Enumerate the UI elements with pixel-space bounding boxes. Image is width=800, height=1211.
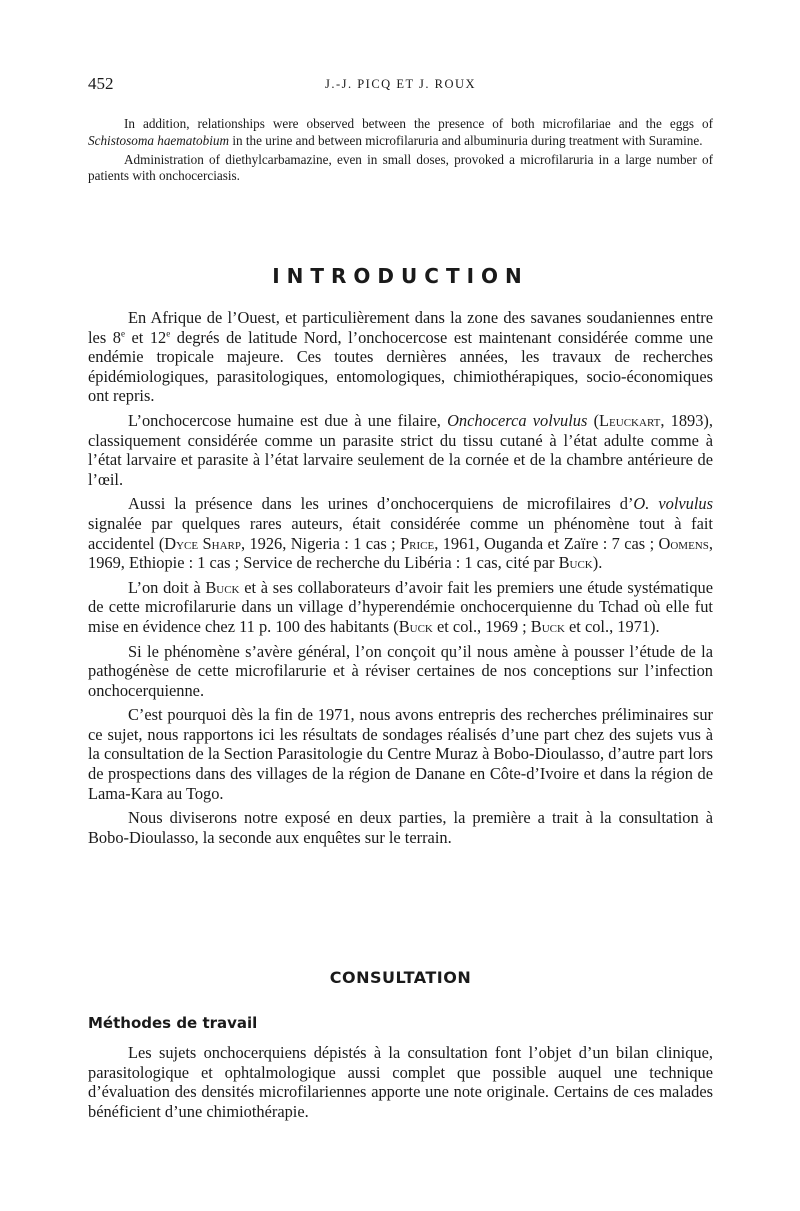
- text-run: Aussi la présence dans les urines d’onchocerquiens de microfilaires d’: [128, 494, 634, 514]
- author-citation: Leuckart: [599, 410, 661, 430]
- text-run: , 1926, Nigeria : 1 cas ;: [240, 533, 401, 553]
- english-summary: [88, 116, 713, 185]
- subsection-title-methods: Méthodes de travail: [88, 1014, 258, 1032]
- text-run: in the urine and between microfilaruria and albuminuria during treatment with Suramine.: [229, 132, 703, 148]
- author-citation: Price: [400, 533, 435, 553]
- author-citation: Dyce Sharp: [164, 533, 241, 553]
- summary-paragraph: Administration of diethylcarbamazine, even in small doses, provoked a microfilaruria in a large number of patients with onchocerciasis.: [88, 151, 713, 184]
- body-paragraph: [88, 494, 713, 572]
- superscript: e: [166, 328, 171, 339]
- text-run: signalée par quelques rares auteurs, était considérée comme un phénomène tout à fait accidentel (: [88, 513, 713, 553]
- species-name: Schistosoma haematobium: [88, 132, 230, 148]
- body-paragraph: Si le phénomène s’avère général, l’on conçoit qu’il nous amène à pousser l’étude de la pathogénèse de cette microfilarurie et à réviser certaines de nos conceptions sur l’infection onchocerquienne.: [88, 641, 713, 700]
- species-name: O. volvulus: [633, 494, 714, 514]
- text-run: L’onchocercose humaine est due à une filaire,: [128, 410, 448, 430]
- text-run: , 1961, Ouganda et Zaïre : 7 cas ;: [434, 533, 659, 553]
- body-paragraph: C’est pourquoi dès la fin de 1971, nous avons entrepris des recherches préliminaires sur ce sujet, nous rapportons ici les résultats de sondages réalisés d’une part chez des sujets vus à la consultation de la Section Parasitologie du Centre Muraz à Bobo-Dioulasso, d’autre part lors de prospections dans des villages de la région de Danane en Côte-d’Ivoire et dans la région de Lama-Kara au Togo.: [88, 705, 713, 803]
- section-title-introduction: INTRODUCTION: [272, 264, 529, 288]
- author-citation: Buck: [558, 553, 593, 573]
- superscript: e: [120, 328, 125, 339]
- text-run: En Afrique de l’Ouest, et particulièrement dans la zone des savanes soudaniennes entre les 8: [88, 308, 713, 347]
- text-run: (: [587, 410, 600, 430]
- text-run: et col., 1969 ;: [432, 616, 531, 636]
- author-citation: Buck: [530, 616, 565, 636]
- body-paragraph: Nous diviserons notre exposé en deux parties, la première a trait à la consultation à Bobo-Dioulasso, la seconde aux enquêtes sur le terrain.: [88, 808, 713, 847]
- author-citation: Buck: [205, 577, 240, 597]
- text-run: L’on doit à: [128, 577, 206, 597]
- body-paragraph: Les sujets onchocerquiens dépistés à la consultation font l’objet d’un bilan clinique, parasitologique et ophtalmologique aussi complet que possible auquel une technique d’évaluation des densités microfilariennes apporte une note originale. Certains de ces malades bénéficient d’une chimiothérapie.: [88, 1043, 713, 1121]
- body-paragraph: [88, 578, 713, 637]
- section-title-consultation: CONSULTATION: [329, 968, 472, 987]
- text-run: In addition, relationships were observed between the presence of both microfilariae and the eggs of: [124, 116, 713, 131]
- methods-body: [88, 1043, 713, 1121]
- page-header: [88, 74, 713, 96]
- text-run: ).: [592, 553, 603, 573]
- introduction-body: [88, 308, 713, 847]
- species-name: Onchocerca volvulus: [447, 410, 588, 430]
- text-run: , 1969, Ethiopie : 1 cas ; Service de recherche du Libéria : 1 cas, cité par: [88, 533, 713, 573]
- author-citation: Oomens: [658, 533, 709, 553]
- text-run: et à ses collaborateurs d’avoir fait les premiers une étude systématique de cette microfilarurie dans un village d’hyperendémie onchocerquienne du Tchad où elle fut mise en évidence chez 11 p. 100 des habitants (: [88, 577, 713, 636]
- page-number: 452: [88, 74, 114, 93]
- text-run: degrés de latitude Nord, l’onchocercose est maintenant considérée comme une endémie tropicale majeure. Ces toutes dernières années, les travaux de recherches épidémiologiques, parasitologiques, entomologiques, chimiothérapiques, socio-économiques ont repris.: [88, 327, 713, 406]
- body-paragraph: [88, 411, 713, 489]
- running-head: J.-J. PICQ ET J. ROUX: [324, 77, 477, 91]
- author-citation: Buck: [398, 616, 433, 636]
- summary-paragraph: [88, 116, 713, 150]
- body-paragraph: [88, 308, 713, 406]
- text-run: et 12: [124, 327, 167, 347]
- text-run: , 1893), classiquement considérée comme un parasite strict du tissu cutané à l’état adulte comme à l’état larvaire et parasite à l’état larvaire seulement de la cornée et de la chambre antérieure de l’œil.: [88, 410, 713, 489]
- text-run: et col., 1971).: [564, 616, 660, 636]
